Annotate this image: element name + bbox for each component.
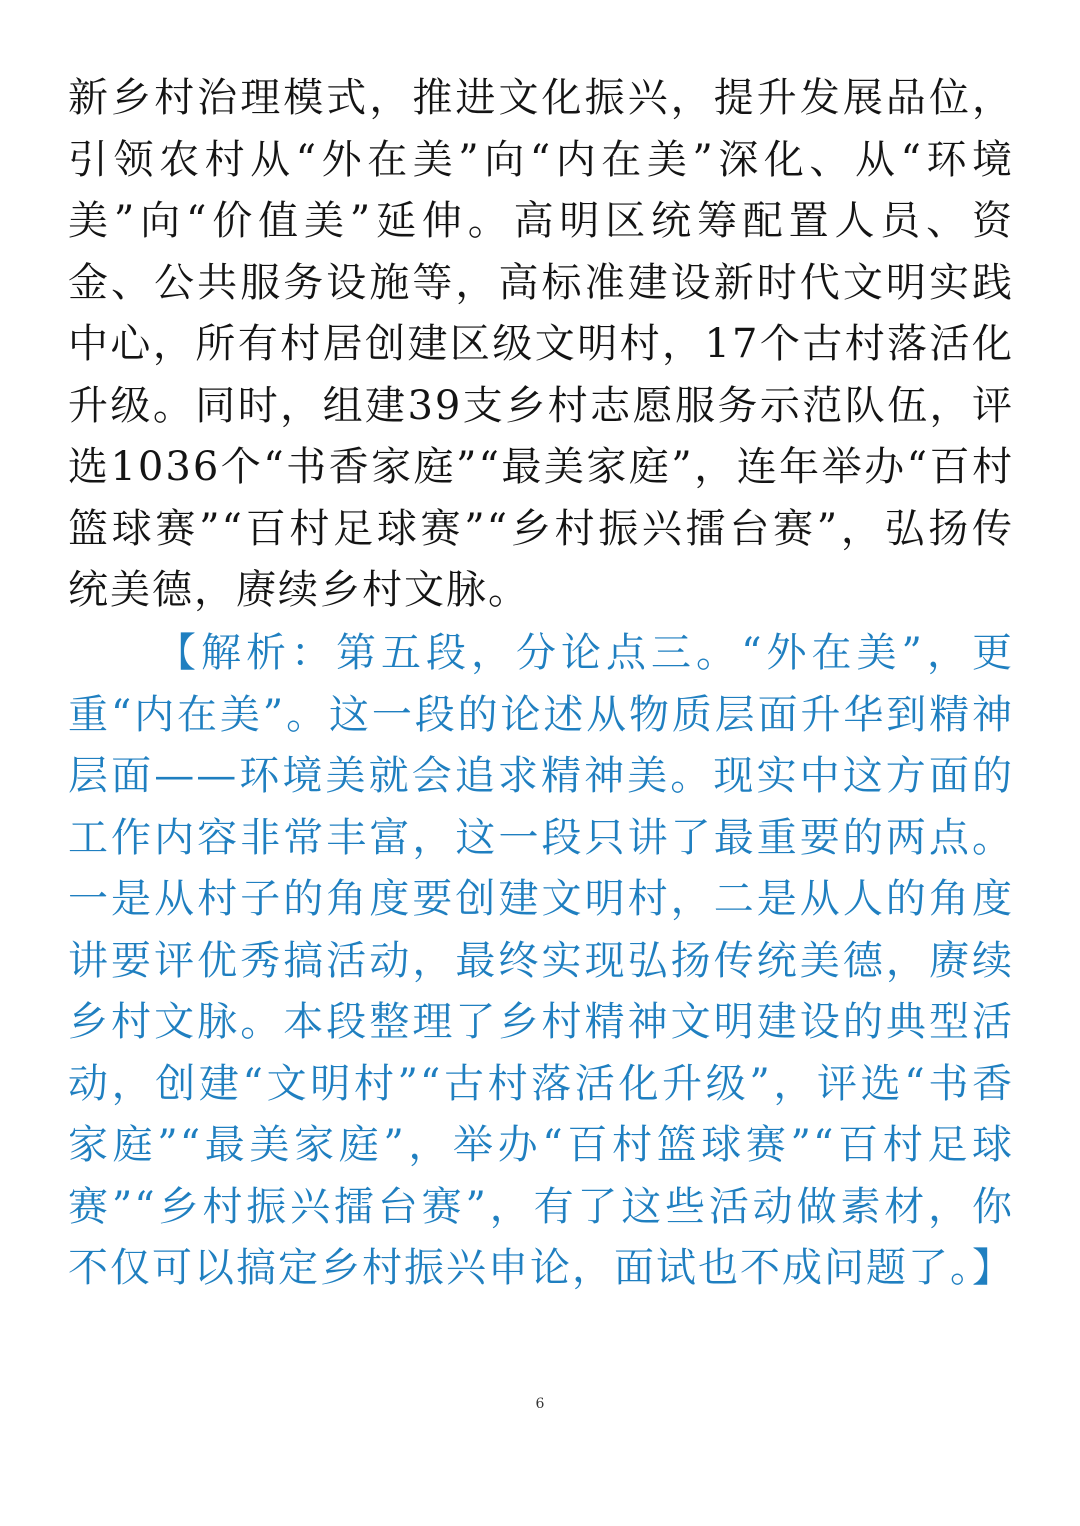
body-paragraph: 新乡村治理模式，推进文化振兴，提升发展品位，引领农村从“外在美”向“内在美”深化、从“环境美”向“价值美”延伸。高明区统筹配置人员、资金、公共服务设施等，高标准建设新时代文明实践中心，所有村居创建区级文明村，17个古村落活化升级。同时，组建39支乡村志愿服务示范队伍，评选1036个“书香家庭”“最美家庭”，连年举办“百村篮球赛”“百村足球赛”“乡村振兴擂台赛”，弘扬传统美德，赓续乡村文脉。 <box>68 75 1014 613</box>
analysis-paragraph: 【解析：第五段，分论点三。“外在美”，更重“内在美”。这一段的论述从物质层面升华到精神层面——环境美就会追求精神美。现实中这方面的工作内容非常丰富，这一段只讲了最重要的两点。一是从村子的角度要创建文明村，二是从人的角度讲要评优秀搞活动，最终实现弘扬传统美德，赓续乡村文脉。本段整理了乡村精神文明建设的典型活动，创建“文明村”“古村落活化升级”，评选“书香家庭”“最美家庭”，举办“百村篮球赛”“百村足球赛”“乡村振兴擂台赛”，有了这些活动做素材，你不仅可以搞定乡村振兴申论，面试也不成问题了。】 <box>68 630 1014 1291</box>
page-number: 6 <box>535 1396 545 1412</box>
